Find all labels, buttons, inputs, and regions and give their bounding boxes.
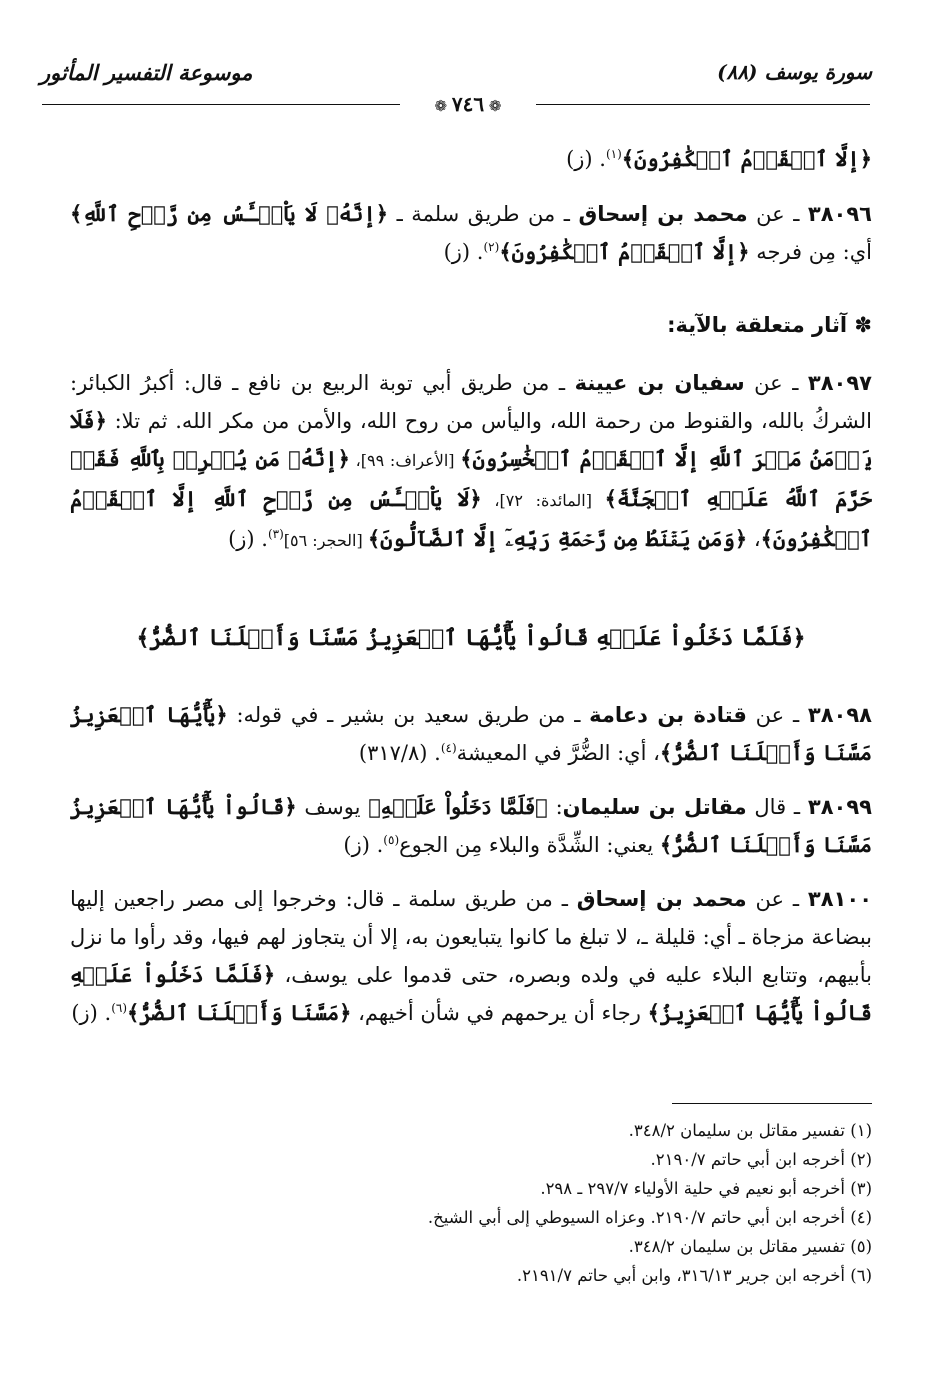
flower-icon: ✽ bbox=[847, 313, 872, 337]
footnote-item: (٥) تفسير مقاتل بن سليمان ٣٤٨/٢. bbox=[628, 1237, 872, 1256]
text: ـ قال bbox=[746, 795, 808, 819]
footnote-item: (١) تفسير مقاتل بن سليمان ٣٤٨/٢. bbox=[628, 1121, 872, 1140]
text: ـ من طريق سعيد بن بشير ـ في قوله: bbox=[227, 703, 590, 727]
text: ـ عن bbox=[746, 703, 808, 727]
footnote-ref: (٦) bbox=[111, 1001, 128, 1015]
narrator-name: محمد بن إسحاق bbox=[578, 202, 748, 226]
narrator-name: مقاتل بن سليمان bbox=[562, 795, 747, 819]
page-number-box bbox=[400, 91, 536, 117]
text: رجاء أن يرحمهم في شأن أخيهم، bbox=[351, 1001, 648, 1025]
quran-quote: ﴿لَا يَاْيۡـَٔسُ مِن رَّوۡحِ ٱللَّهِ إلَّا ٱلۡقَوۡمُ ٱلۡكَٰفِرُونَ﴾ bbox=[70, 486, 872, 551]
verse-reference: [الأعراف: ٩٩]، bbox=[349, 451, 461, 470]
footnote-rule bbox=[672, 1103, 872, 1104]
verse-reference: [المائدة: ٧٢]، bbox=[481, 491, 605, 510]
ornament-icon: ❁ bbox=[434, 97, 452, 115]
verse-reference: [الحجر: ٥٦] bbox=[283, 531, 368, 550]
text: ـ عن bbox=[746, 887, 808, 911]
narration-38100 bbox=[70, 880, 872, 1032]
text: يعني: الشِّدَّة والبلاء مِن الجوع bbox=[399, 833, 660, 857]
text: ـ من طريق سلمة ـ قال: وخرجوا إلى مصر راجعين إليها ببضاعة مزجاة ـ أي: قليلة ـ، لا تبلغ ما كانوا يتبايعون به، إلا أن يتجاوز لهم فيها، وقد رأوا ما نزل بأبيهم، وتتابع البلاء عليه في ولده وبصره، حتى قدموا على يوسف، bbox=[70, 887, 872, 987]
quran-quote: ﴿إلَّا ٱلۡقَوۡمُ ٱلۡكَٰفِرُونَ﴾ bbox=[499, 239, 750, 264]
paragraph-tail: . (٣١٧/٨) bbox=[358, 741, 441, 765]
paragraph-tail: . (ز) bbox=[443, 240, 484, 264]
narration-38096 bbox=[70, 195, 872, 271]
footnote-item: (٣) أخرجه أبو نعيم في حلية الأولياء ٢٩٧/٧ ـ ٢٩٨. bbox=[540, 1179, 872, 1198]
narrator-name: قتادة بن دعامة bbox=[589, 703, 747, 727]
page-number: ٧٤٦ bbox=[451, 92, 485, 116]
narration-number: ٣٨١٠٠ bbox=[807, 887, 873, 911]
narration-number: ٣٨٠٩٨ bbox=[807, 703, 872, 727]
narration-number: ٣٨٠٩٩ bbox=[807, 795, 872, 819]
quran-quote: ﴿إنَّهُۥ لَا يَاْيۡـَٔسُ مِن رَّوۡحِ ٱللَّهِ﴾ bbox=[70, 201, 389, 226]
quran-quote: ﴿فَلَا يَأۡمَنُ مَكۡرَ ٱللَّهِ إلَّا ٱلۡقَوۡمُ ٱلۡخَٰسِرُونَ﴾ bbox=[70, 408, 873, 471]
footnote-item: (٢) أخرجه ابن أبي حاتم ٢١٩٠/٧. bbox=[650, 1150, 872, 1169]
section-heading bbox=[70, 306, 872, 344]
footnote-item: (٤) أخرجه ابن أبي حاتم ٢١٩٠/٧. وعزاه السيوطي إلى أبي الشيخ. bbox=[427, 1208, 872, 1227]
quran-quote: ﴿قَالُواْ يَٰٓأَيُّهَا ٱلۡعَزِيزُ مَسَّنَا وَأَهۡلَنَا ٱلضُّرُّ﴾ bbox=[70, 794, 872, 857]
quran-quote: ﴿إنَّهُۥ مَن يُشۡرِكۡ بِٱللَّهِ فَقَدۡ حَرَّمَ ٱللَّهُ عَلَيۡهِ ٱلۡجَنَّةَ﴾ bbox=[70, 446, 873, 511]
paragraph-continuation bbox=[70, 140, 872, 178]
footnote-item: (٦) أخرجه ابن جرير ٣١٦/١٣، وابن أبي حاتم ٢١٩١/٧. bbox=[516, 1266, 872, 1285]
narration-38097 bbox=[70, 364, 872, 560]
footnote-ref: (٣) bbox=[267, 527, 284, 541]
quran-quote: ﴿فَلَمَّا دَخَلُواْ عَلَيۡهِ قَالُواْ يَٰٓأَيُّهَا ٱلۡعَزِيزُ﴾ bbox=[70, 962, 872, 1025]
text: ، bbox=[747, 527, 761, 551]
text: ـ من طريق سلمة ـ bbox=[388, 202, 579, 226]
paragraph-tail: . (ز) bbox=[228, 527, 268, 551]
surah-header: سورة يوسف (٨٨) bbox=[717, 60, 872, 84]
footnote-ref: (٥) bbox=[383, 833, 400, 847]
narration-number: ٣٨٠٩٧ bbox=[807, 371, 872, 395]
ornament-icon: ❁ bbox=[484, 97, 502, 115]
text: : bbox=[547, 795, 563, 819]
text: ـ عن bbox=[744, 371, 808, 395]
quran-quote: ﴿يَٰٓأَيُّهَا ٱلۡعَزِيزُ مَسَّنَا وَأَهۡلَنَا ٱلضُّرُّ﴾ bbox=[70, 702, 872, 765]
paragraph-tail: . (ز) bbox=[566, 147, 606, 171]
footnote-ref: (٤) bbox=[440, 741, 457, 755]
narration-38098 bbox=[70, 696, 872, 772]
quran-quote: ﴿مَسَّنَا وَأَهۡلَنَا ٱلضُّرُّ﴾ bbox=[127, 1000, 352, 1025]
text: ـ عن bbox=[747, 202, 808, 226]
quran-quote: ﴿فَلَمَّا دَخَلُواْ عَلَيۡهِ﴾ bbox=[368, 794, 548, 819]
quran-quote: ﴿وَمَن يَقۡنَطُ مِن رَّحۡمَةِ رَبِّهِۦٓ إلَّا ٱلضَّآلُّونَ﴾ bbox=[367, 526, 748, 551]
narration-38099 bbox=[70, 788, 872, 864]
verse-heading: ﴿فَلَمَّا دَخَلُواْ عَلَيۡهِ قَالُواْ يَٰٓأَيُّهَا ٱلۡعَزِيزُ مَسَّنَا وَأَهۡلَنَا ٱلضُّرُّ﴾ bbox=[136, 625, 806, 651]
book-title: موسوعة التفسير المأثور bbox=[40, 60, 253, 85]
text: يوسف bbox=[296, 795, 369, 819]
paragraph-tail: . (ز) bbox=[343, 833, 384, 857]
text: ـ من طريق أبي توبة الربيع بن نافع ـ قال: أكبرُ الكبائر: الشركُ بالله، والقنوط من رحمة الله، واليأس من روح الله، والأمن من مكر الله. ثم تلا: bbox=[70, 371, 872, 433]
narrator-name: محمد بن إسحاق bbox=[576, 887, 747, 911]
narration-number: ٣٨٠٩٦ bbox=[807, 202, 872, 226]
text: أي: مِن فرجه bbox=[749, 240, 872, 264]
heading-text: آثار متعلقة بالآية: bbox=[667, 313, 848, 337]
text: ، أي: الضُّرَّ في المعيشة bbox=[456, 741, 660, 765]
footnotes bbox=[70, 1116, 872, 1290]
footnote-ref: (١) bbox=[605, 147, 622, 161]
paragraph-tail: . (ز) bbox=[71, 1001, 112, 1025]
narrator-name: سفيان بن عيينة bbox=[574, 371, 745, 395]
footnote-ref: (٢) bbox=[483, 240, 500, 254]
quran-quote: ﴿إلَّا ٱلۡقَوۡمُ ٱلۡكَٰفِرُونَ﴾ bbox=[621, 146, 872, 171]
